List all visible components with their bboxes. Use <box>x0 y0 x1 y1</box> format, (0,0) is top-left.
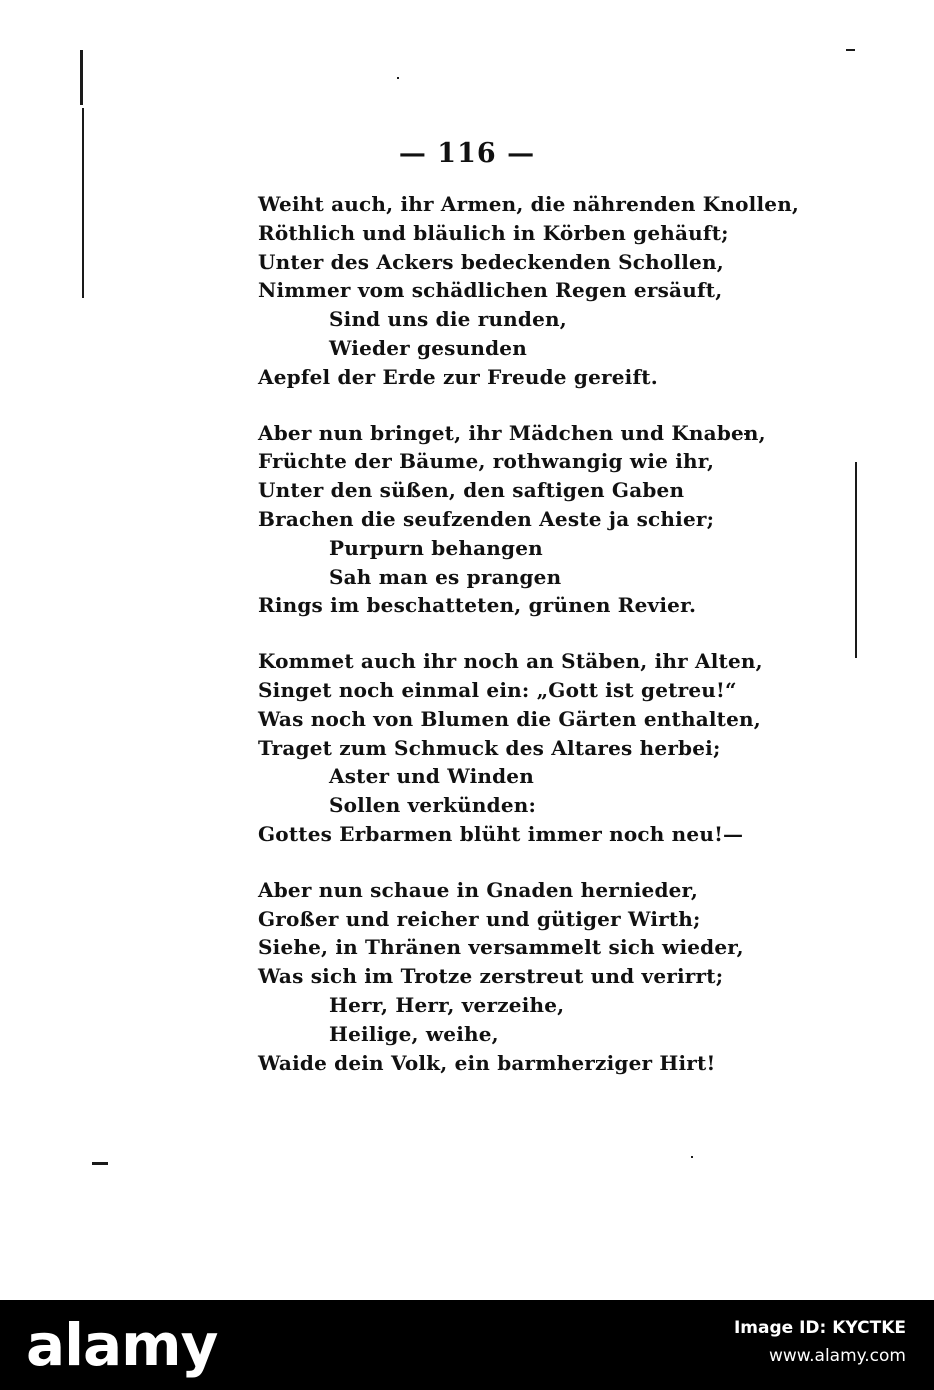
scan-mark-dash <box>92 1162 108 1165</box>
poem-line: Singet noch einmal ein: „Gott ist getreu!“ <box>258 677 737 702</box>
poem-line: Sind uns die runden, <box>329 307 567 332</box>
poem-line: Weiht auch, ihr Armen, die nährenden Knollen, <box>258 192 800 216</box>
scan-mark-dash <box>846 49 855 51</box>
site-url: www.alamy.com <box>768 1346 906 1366</box>
poem-line: Unter des Ackers bedeckenden Schollen, <box>258 249 724 274</box>
poem-line: Herr, Herr, verzeihe, <box>329 992 565 1017</box>
poem-line: Gottes Erbarmen blüht immer noch neu!— <box>258 821 744 846</box>
poem-text <box>258 190 858 1104</box>
alamy-logo: alamy <box>26 1311 218 1379</box>
poem-line: Aster und Winden <box>329 764 534 789</box>
scan-mark-left-bar <box>80 50 83 105</box>
image-info <box>734 1314 906 1370</box>
poem-line: Aber nun schaue in Gnaden hernieder, <box>258 877 698 902</box>
poem-line: Was sich im Trotze zerstreut und verirrt; <box>258 964 724 989</box>
watermark-footer <box>0 1300 934 1390</box>
poem-line: Siehe, in Thränen versammelt sich wieder, <box>258 935 744 960</box>
poem-line: Waide dein Volk, ein barmherziger Hirt! <box>258 1050 716 1075</box>
poem-line: Großer und reicher und gütiger Wirth; <box>258 906 701 931</box>
scan-mark-left-bar <box>82 108 84 298</box>
stanza <box>258 647 858 849</box>
poem-line: Sah man es prangen <box>329 564 562 589</box>
poem-line: Unter den süßen, den saftigen Gaben <box>258 478 685 503</box>
stanza <box>258 190 858 392</box>
poem-line: Traget zum Schmuck des Altares herbei; <box>258 735 721 760</box>
poem-line: Sollen verkünden: <box>329 793 537 818</box>
poem-line: Röthlich und bläulich in Körben gehäuft; <box>258 220 729 245</box>
poem-line: Wieder gesunden <box>329 335 527 360</box>
poem-line: Kommet auch ihr noch an Stäben, ihr Alten, <box>258 649 763 674</box>
image-id: Image ID: KYCTKE <box>733 1318 906 1338</box>
poem-line: Heilige, weihe, <box>329 1021 499 1046</box>
stanza <box>258 419 858 621</box>
page-number: — 116 — <box>398 138 536 169</box>
scan-mark-dot <box>397 77 399 79</box>
poem-line: Aber nun bringet, ihr Mädchen und Knaben, <box>258 420 766 445</box>
scan-mark-dot <box>691 1156 693 1158</box>
poem-line: Rings im beschatteten, grünen Revier. <box>258 593 697 618</box>
stanza <box>258 876 858 1078</box>
poem-line: Purpurn behangen <box>329 535 543 560</box>
poem-line: Aepfel der Erde zur Freude gereift. <box>258 364 658 389</box>
poem-line: Was noch von Blumen die Gärten enthalten, <box>258 706 761 731</box>
poem-line: Brachen die seufzenden Aeste ja schier; <box>258 506 715 531</box>
poem-line: Früchte der Bäume, rothwangig wie ihr, <box>258 449 715 474</box>
poem-line: Nimmer vom schädlichen Regen ersäuft, <box>258 278 723 303</box>
